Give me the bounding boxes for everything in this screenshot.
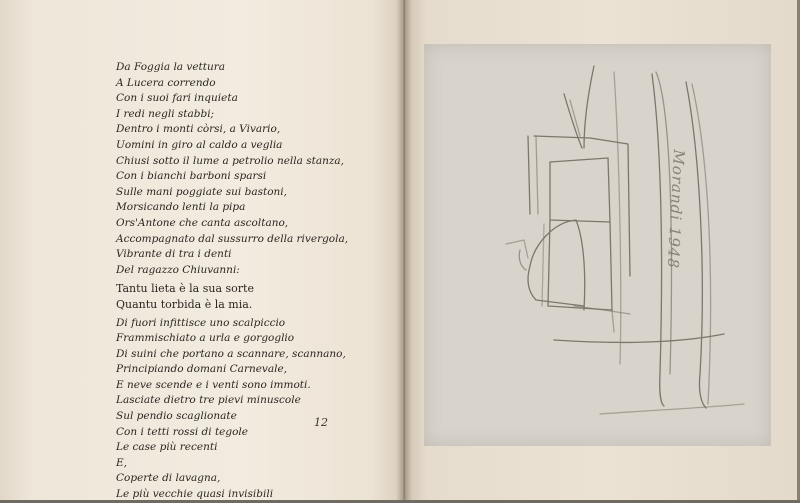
poem-line: Principiando domani Carnevale, — [116, 363, 288, 376]
poem-line: Le case più recenti — [116, 441, 218, 454]
poem-line: Con i suoi fari inquieta — [116, 92, 238, 105]
pencil-stroke — [612, 310, 614, 332]
poem-refrain-line: Quantu torbida è la mia. — [116, 297, 253, 311]
poem-line: Accompagnato dal sussurro della rivergola, — [116, 232, 349, 245]
still-life-sketch — [424, 44, 771, 446]
poem-text — [116, 60, 396, 503]
poem-line: E neve scende e i venti sono immoti. — [116, 378, 311, 391]
poem-line: Con i tetti rossi di tegole — [116, 425, 248, 438]
pencil-stroke — [506, 240, 528, 258]
pencil-stroke — [519, 250, 526, 270]
pencil-stroke — [534, 136, 630, 276]
pencil-stroke — [574, 306, 630, 314]
poem-line: Vibrante di tra i denti — [116, 248, 232, 261]
poem-line: Sulle mani poggiate sui bastoni, — [116, 185, 287, 198]
page-number: 12 — [314, 416, 328, 429]
pencil-stroke — [554, 334, 724, 342]
pencil-stroke — [536, 136, 538, 214]
poem-line: Le più vecchie quasi invisibili — [116, 488, 274, 501]
pencil-stroke — [652, 74, 664, 406]
poem-line: Ors'Antone che canta ascoltano, — [116, 216, 289, 229]
poem-line: Frammischiato a urla e gorgoglio — [116, 332, 295, 345]
poem-line: Uomini in giro al caldo a veglia — [116, 138, 283, 151]
pencil-stroke — [528, 266, 584, 306]
poem-line: Di suini che portano a scannare, scannano, — [116, 347, 346, 360]
pencil-stroke — [542, 224, 544, 306]
poem-refrain-line: Tantu lieta è la sua sorte — [116, 282, 254, 296]
poem-line: Coperte di lavagna, — [116, 472, 221, 485]
poem-line: Chiusi sotto il lume a petrolio nella stanza, — [116, 154, 345, 167]
artist-signature: Morandi 1948 — [663, 149, 688, 270]
poem-line: Con i bianchi barboni sparsi — [116, 170, 267, 183]
pencil-stroke — [550, 158, 610, 222]
poem-line: Di fuori infittisce uno scalpiccio — [116, 316, 286, 329]
pencil-stroke — [614, 72, 621, 364]
poem-line: Morsicando lenti la pipa — [116, 201, 246, 214]
poem-line: A Lucera correndo — [116, 76, 216, 89]
pencil-stroke — [600, 404, 744, 414]
sketch-plate — [424, 44, 771, 446]
poem-line: Lasciate dietro tre pievi minuscole — [116, 394, 301, 407]
poem-line: Dentro i monti còrsi, a Vivario, — [116, 123, 281, 136]
poem-line: E, — [116, 456, 128, 469]
poem-line: Sul pendio scaglionate — [116, 410, 237, 423]
poem-line: I redi negli stabbi; — [116, 107, 215, 120]
pencil-stroke — [584, 66, 594, 148]
pencil-stroke — [564, 94, 582, 148]
pencil-stroke — [530, 220, 585, 310]
pencil-stroke — [528, 136, 530, 214]
poem-line: Del ragazzo Chiuvanni: — [116, 263, 240, 276]
poem-line: Da Foggia la vettura — [116, 61, 226, 73]
book-gutter — [396, 0, 412, 500]
pencil-stroke — [686, 82, 706, 408]
